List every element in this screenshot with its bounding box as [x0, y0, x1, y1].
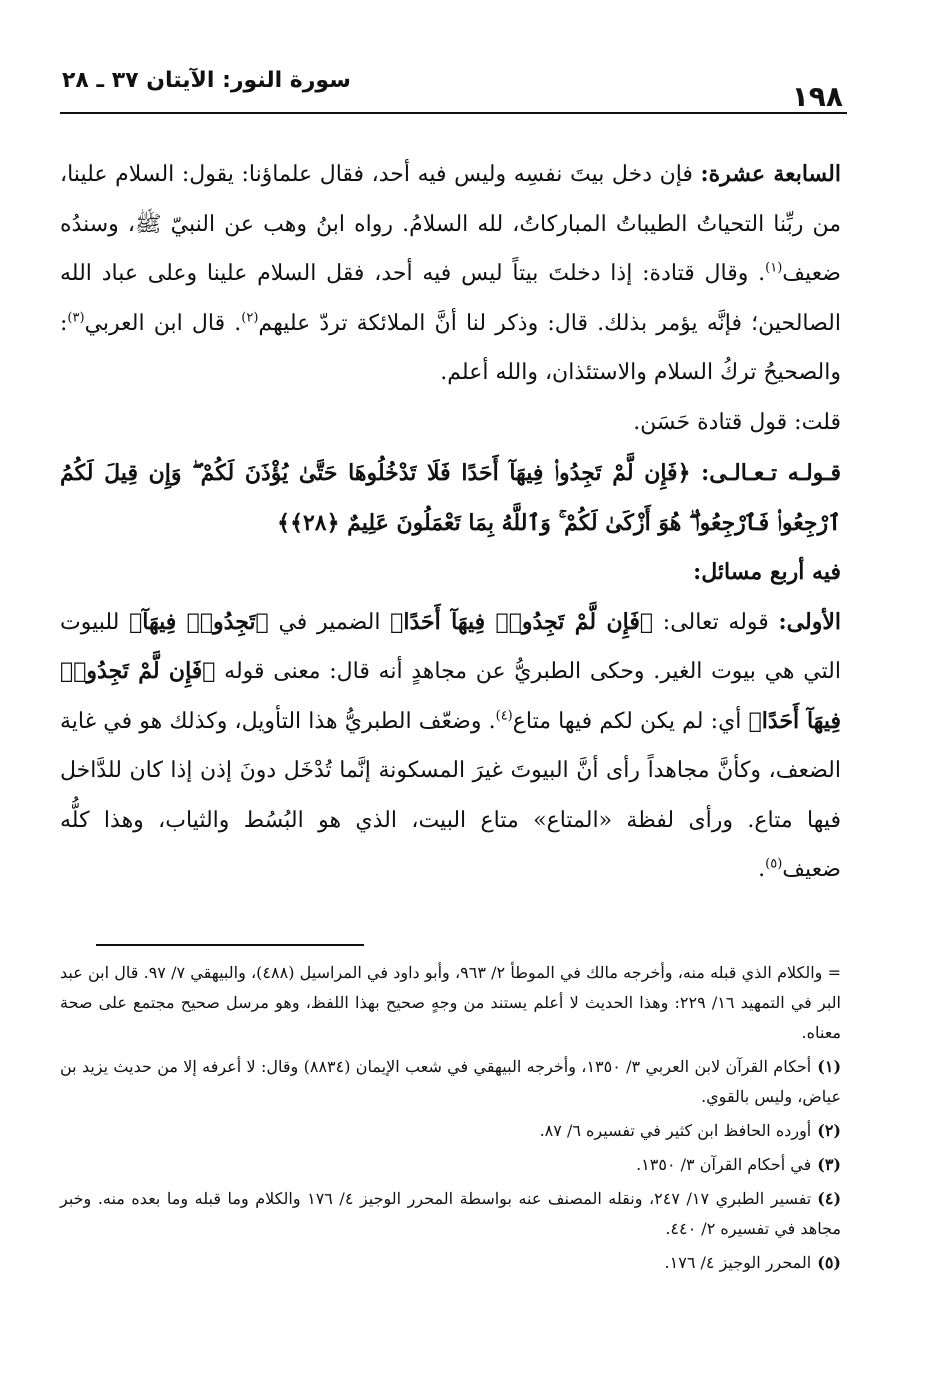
- footnote-ref: (٣): [67, 310, 85, 326]
- paragraph-text: . وقال قتادة: إذا دخلتَ بيتاً ليس فيه أحد، فقل السلام علينا وعلى عباد الله الصالحين؛ فإنَّه يؤمر بذلك. قال: وذكر لنا أنَّ الملائكة تردّ عليهم: [60, 261, 842, 336]
- paragraph-comment: قلت: قول قتادة حَسَن.: [633, 409, 841, 435]
- main-text: [60, 150, 841, 895]
- footnote-item: [60, 1184, 841, 1244]
- page-number: ١٩٨: [791, 80, 843, 113]
- footnote-number: (٣): [817, 1155, 841, 1174]
- quran-quote: ﴿فَإِن لَّمْ تَجِدُوا۟ فِيهَآ أَحَدًا﴾: [60, 658, 841, 734]
- paragraph-text: : والصحيحُ تركُ السلام والاستئذان، والله أعلم.: [60, 310, 841, 385]
- footnote-number: (١): [817, 1057, 842, 1076]
- verse-lead: قـولـه تـعـالـى:: [690, 460, 841, 486]
- paragraph-text: فإن دخل بيتَ نفسِه وليس فيه أحد، فقال علماؤنا: يقول: السلام علينا، من ربِّنا التحياتُ الطيباتُ المباركاتُ، لله السلامُ. رواه ابنُ وهب عن النبيّ ﷺ، وسندُه ضعيف: [60, 162, 841, 286]
- quran-verse: ﴿فَإِن لَّمْ تَجِدُوا۟ فِيهَآ أَحَدًا فَلَا تَدْخُلُوهَا حَتَّىٰ يُؤْذَنَ لَكُمْ ۖ وَإِن قِيلَ لَكُمُ ٱرْجِعُوا۟ فَٱرْجِعُوا۟ ۖ هُوَ أَزْكَىٰ لَكُمْ ۚ وَٱللَّهُ بِمَا تَعْمَلُونَ عَلِيمٌ ﴿٢٨﴾﴾: [60, 460, 841, 536]
- footnote-item: [60, 1052, 841, 1112]
- footnote-ref: (٢): [241, 310, 259, 326]
- quran-quote: ﴿تَجِدُوا۟ فِيهَآ﴾: [129, 608, 269, 635]
- issue-heading: الأولى:: [778, 608, 841, 635]
- footnote-continuation: = والكلام الذي قبله منه، وأخرجه مالك في الموطأ ٢/ ٩٦٣، وأبو داود في المراسيل (٤٨٨)، والبيهقي ٧/ ٩٧. قال ابن عبد البر في التمهيد ١٦/ ٢٢٩: وهذا الحديث لا أعلم يستند من وجهٍ صحيح بهذا اللفظ، وهو مرسل صحيح مجتمع على صحة معناه.: [60, 963, 842, 1042]
- paragraph-text: الضمير في: [268, 609, 391, 635]
- footnote-number: (٤): [817, 1189, 842, 1208]
- paragraph-seventeenth: [60, 150, 841, 398]
- footnote-rule: [96, 944, 364, 946]
- footnote-text: تفسير الطبري ١٧/ ٢٤٧، ونقله المصنف عنه بواسطة المحرر الوجيز ٤/ ١٧٦ والكلام وما قبله وما بعده منه. وخبر مجاهد في تفسيره ٢/ ٤٤٠.: [60, 1189, 841, 1238]
- paragraph-text: للبيوت التي هي بيوت الغير. وحكى الطبريُّ عن مجاهدٍ أنه قال: معنى قوله: [60, 609, 841, 684]
- paragraph-text: أي: لم يكن لكم فيها متاع: [512, 708, 749, 734]
- footnotes: [60, 958, 841, 1282]
- footnote-item: [60, 1116, 841, 1146]
- footnote-number: (٥): [817, 1253, 841, 1272]
- footnote-text: المحرر الوجيز ٤/ ١٧٦.: [664, 1253, 812, 1272]
- paragraph-text: قوله تعالى:: [653, 609, 779, 635]
- header-rule: [60, 112, 847, 114]
- quran-quote: ﴿فَإِن لَّمْ تَجِدُوا۟ فِيهَآ أَحَدًا﴾: [390, 608, 654, 635]
- paragraph-text: . وضعّف الطبريُّ هذا التأويل، وكذلك هو في غاية الضعف، وكأنَّ مجاهداً رأى أنَّ البيوتَ غيرَ المسكونة إنَّما تُدْخَل دونَ إذن إذا كان للدَّاخل فيها متاع. ورأى لفظة «المتاع» متاع البيت، الذي هو البُسُط والثياب، وهذا كلُّه ضعيف: [60, 708, 841, 882]
- footnote-ref: (١): [765, 260, 783, 276]
- running-title: سورة النور: الآيتان ٣٧ ـ ٢٨: [62, 68, 351, 93]
- paragraph-text: . قال ابن العربي: [84, 310, 242, 336]
- footnote-text: أحكام القرآن لابن العربي ٣/ ١٣٥٠، وأخرجه البيهقي في شعب الإيمان (٨٨٣٤) وقال: لا أعرفه إلا من حديث يزيد بن عياض، وليس بالقوي.: [60, 1057, 841, 1106]
- footnote-ref: (٤): [495, 708, 513, 724]
- footnote-item: [60, 1248, 841, 1278]
- verse-paragraph: [60, 449, 841, 548]
- footnote-number: (٢): [817, 1121, 841, 1140]
- footnote-ref: (٥): [765, 856, 783, 872]
- footnote-item: [60, 1150, 841, 1180]
- footnote-text: في أحكام القرآن ٣/ ١٣٥٠.: [636, 1155, 812, 1174]
- issue-heading: السابعة عشرة:: [700, 161, 841, 187]
- issues-count-heading: فيه أربع مسائل:: [693, 559, 841, 585]
- paragraph-first-issue: [60, 598, 841, 895]
- footnote-text: أورده الحافظ ابن كثير في تفسيره ٦/ ٨٧.: [539, 1121, 812, 1140]
- paragraph-text: .: [758, 857, 766, 882]
